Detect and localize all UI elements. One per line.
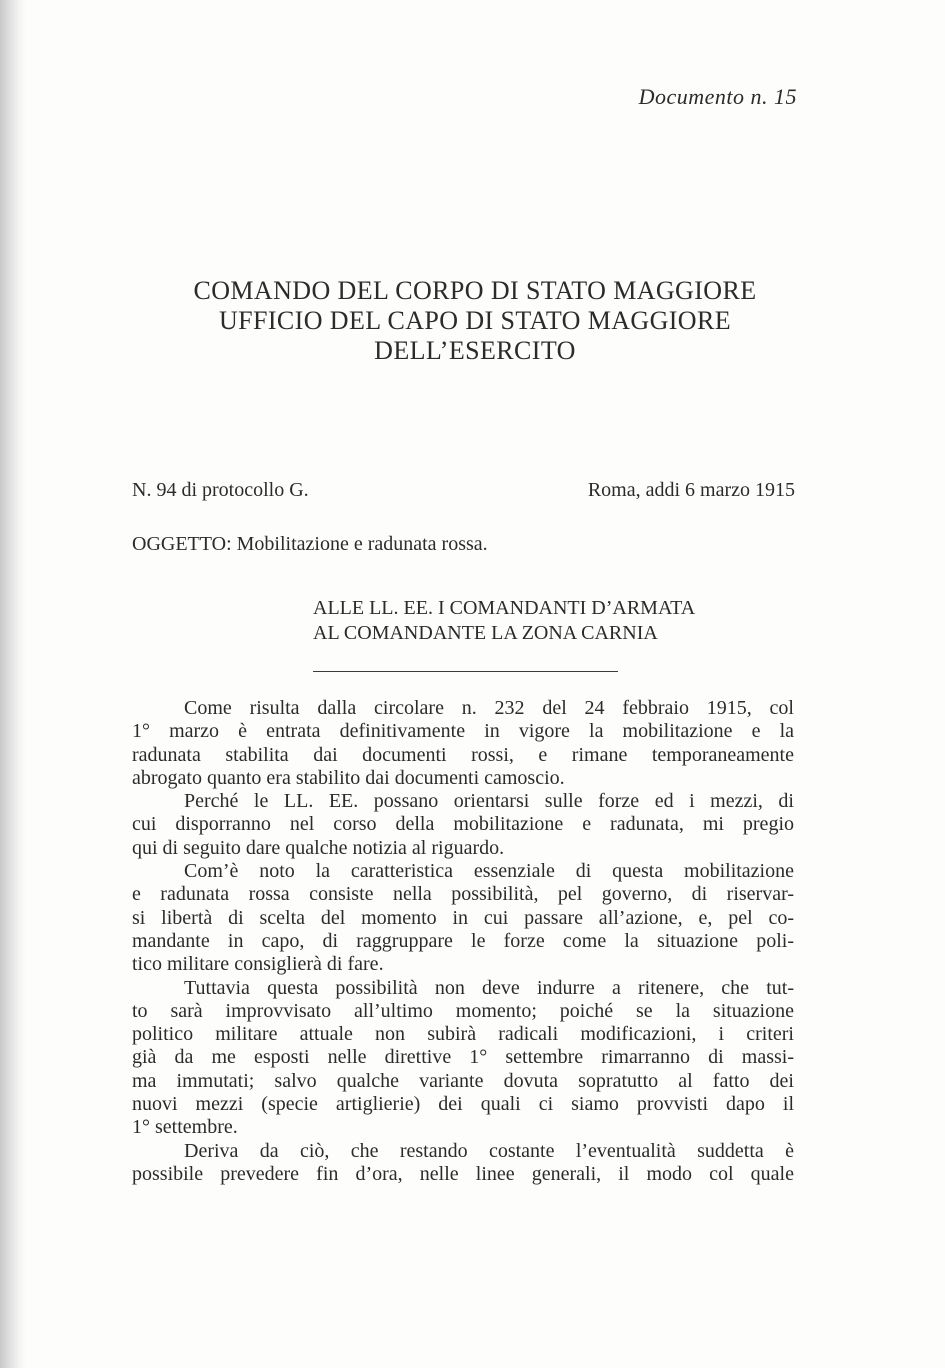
body-line: cui disporranno nel corso della mobilitazione e radunata, mi pregio — [132, 813, 794, 836]
body-line: Tuttavia questa possibilità non deve indurre a ritenere, che tut- — [184, 976, 794, 999]
body-line: Deriva da ciò, che restando costante l’eventualità suddetta è — [184, 1139, 794, 1162]
body-line: nuovi mezzi (specie artiglierie) dei quali ci siamo provvisti dapo il — [132, 1093, 794, 1116]
protocol-number: N. 94 di protocollo G. — [132, 479, 309, 501]
letterhead — [130, 276, 820, 366]
binding-shadow — [0, 0, 26, 1368]
body-line: si libertà di scelta del momento in cui passare all’azione, e, pel co- — [132, 906, 794, 929]
subject-line: OGGETTO: Mobilitazione e radunata rossa. — [132, 533, 488, 555]
recipients-block — [313, 596, 695, 646]
body-line: ma immutati; salvo qualche variante dovuta sopratutto al fatto dei — [132, 1069, 794, 1092]
body-line: 1° marzo è entrata definitivamente in vigore la mobilitazione e la — [132, 720, 794, 743]
letterhead-line-2: UFFICIO DEL CAPO DI STATO MAGGIORE — [218, 306, 732, 335]
body-line: Come risulta dalla circolare n. 232 del 24 febbraio 1915, col — [184, 697, 794, 719]
body-line: radunata stabilita dai documenti rossi, e rimane temporaneamente — [132, 743, 794, 766]
letterhead-line-1: COMANDO DEL CORPO DI STATO MAGGIORE — [193, 276, 757, 305]
letterhead-line-3: DELL’ESERCITO — [374, 336, 576, 365]
body-line: Com’è noto la caratteristica essenziale di questa mobilitazione — [184, 860, 794, 883]
recipient-line-2: AL COMANDANTE LA ZONA CARNIA — [313, 622, 658, 644]
recipient-line-1: ALLE LL. EE. I COMANDANTI D’ARMATA — [313, 597, 696, 619]
body-line: qui di seguito dare qualche notizia al riguardo. — [132, 836, 505, 859]
body-line: tico militare consiglierà di fare. — [132, 953, 384, 976]
body-line: abrogato quanto era stabilito dai documenti camoscio. — [132, 766, 565, 789]
body-line: 1° settembre. — [132, 1116, 238, 1139]
body-line: possibile prevedere fin d’ora, nelle linee generali, il modo col quale — [132, 1162, 794, 1185]
body-line: to sarà improvvisato all’ultimo momento; poiché se la situazione — [132, 999, 794, 1022]
letter-body — [132, 697, 794, 1186]
body-line: già da me esposti nelle direttive 1° settembre rimarranno di massi- — [132, 1046, 794, 1069]
body-line: e radunata rossa consiste nella possibilità, pel governo, di riservar- — [132, 883, 794, 906]
document-number: Documento n. 15 — [638, 84, 797, 109]
body-line: mandante in capo, di raggruppare le forze come la situazione poli- — [132, 929, 794, 952]
body-line: Perché le LL. EE. possano orientarsi sulle forze ed i mezzi, di — [184, 790, 794, 813]
body-line: politico militare attuale non subirà radicali modificazioni, i criteri — [132, 1023, 794, 1046]
place-date: Roma, addi 6 marzo 1915 — [587, 479, 795, 501]
separator-rule — [313, 671, 618, 672]
